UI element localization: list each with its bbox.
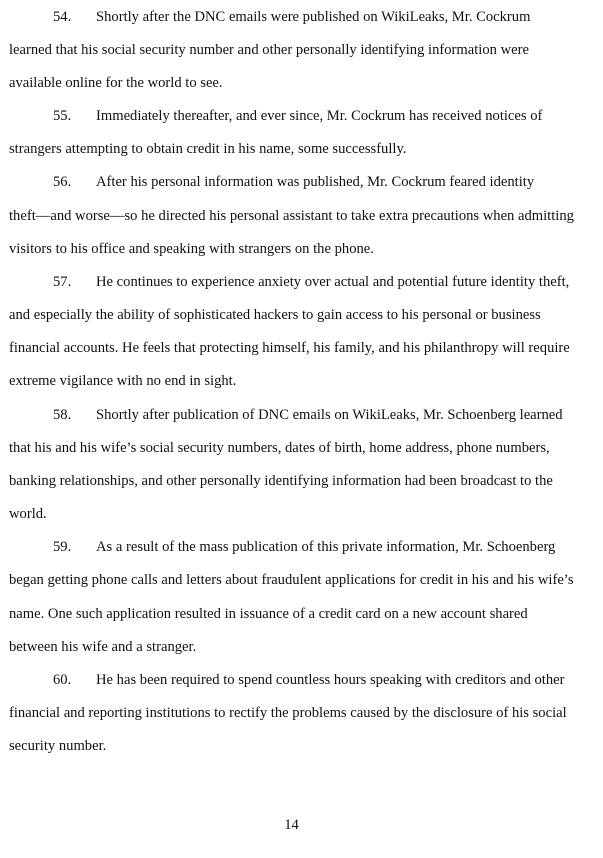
- paragraph-line: began getting phone calls and letters about fraudulent applications for credit in his and his wife’s: [9, 572, 574, 588]
- paragraph-line: banking relationships, and other personally identifying information had been broadcast to the: [9, 473, 553, 489]
- paragraph-first-line: [53, 173, 534, 191]
- paragraph-number: 56.: [53, 174, 72, 190]
- paragraph-number: 60.: [53, 672, 72, 688]
- paragraph-number: 57.: [53, 274, 72, 290]
- paragraph-first-line: [53, 406, 563, 424]
- paragraph-first-line: [53, 273, 569, 291]
- paragraph-number: 58.: [53, 407, 72, 423]
- paragraph-text: Immediately thereafter, and ever since, Mr. Cockrum has received notices of: [96, 108, 543, 124]
- paragraph-text: He continues to experience anxiety over actual and potential future identity theft,: [96, 274, 570, 290]
- paragraph-line: and especially the ability of sophisticated hackers to gain access to his personal or business: [9, 307, 541, 323]
- paragraph-line: world.: [9, 506, 47, 522]
- paragraph-line: security number.: [9, 738, 107, 754]
- paragraph-line: between his wife and a stranger.: [9, 639, 197, 655]
- paragraph-line: financial and reporting institutions to rectify the problems caused by the disclosure of his social: [9, 705, 567, 721]
- paragraph-line: visitors to his office and speaking with strangers on the phone.: [9, 241, 374, 257]
- paragraph-first-line: [53, 8, 530, 26]
- paragraph-first-line: [53, 538, 555, 556]
- paragraph-line: available online for the world to see.: [9, 75, 223, 91]
- paragraph-text: As a result of the mass publication of this private information, Mr. Schoenberg: [96, 539, 556, 555]
- page-number: 14: [284, 817, 299, 833]
- paragraph-line: name. One such application resulted in issuance of a credit card on a new account shared: [9, 606, 528, 622]
- paragraph-line: theft—and worse—so he directed his personal assistant to take extra precautions when admitting: [9, 208, 574, 224]
- paragraph-line: that his and his wife’s social security numbers, dates of birth, home address, phone numbers,: [9, 440, 550, 456]
- paragraph-text: Shortly after the DNC emails were published on WikiLeaks, Mr. Cockrum: [96, 9, 531, 25]
- paragraph-line: financial accounts. He feels that protecting himself, his family, and his philanthropy will require: [9, 340, 570, 356]
- paragraph-text: Shortly after publication of DNC emails on WikiLeaks, Mr. Schoenberg learned: [96, 407, 563, 423]
- paragraph-number: 59.: [53, 539, 72, 555]
- paragraph-number: 54.: [53, 9, 72, 25]
- paragraph-text: After his personal information was published, Mr. Cockrum feared identity: [96, 174, 535, 190]
- paragraph-text: He has been required to spend countless hours speaking with creditors and other: [96, 672, 565, 688]
- paragraph-line: learned that his social security number and other personally identifying information were: [9, 42, 529, 58]
- paragraph-first-line: [53, 107, 542, 125]
- paragraph-first-line: [53, 671, 565, 689]
- paragraph-number: 55.: [53, 108, 72, 124]
- paragraph-line: strangers attempting to obtain credit in his name, some successfully.: [9, 141, 407, 157]
- paragraph-line: extreme vigilance with no end in sight.: [9, 373, 237, 389]
